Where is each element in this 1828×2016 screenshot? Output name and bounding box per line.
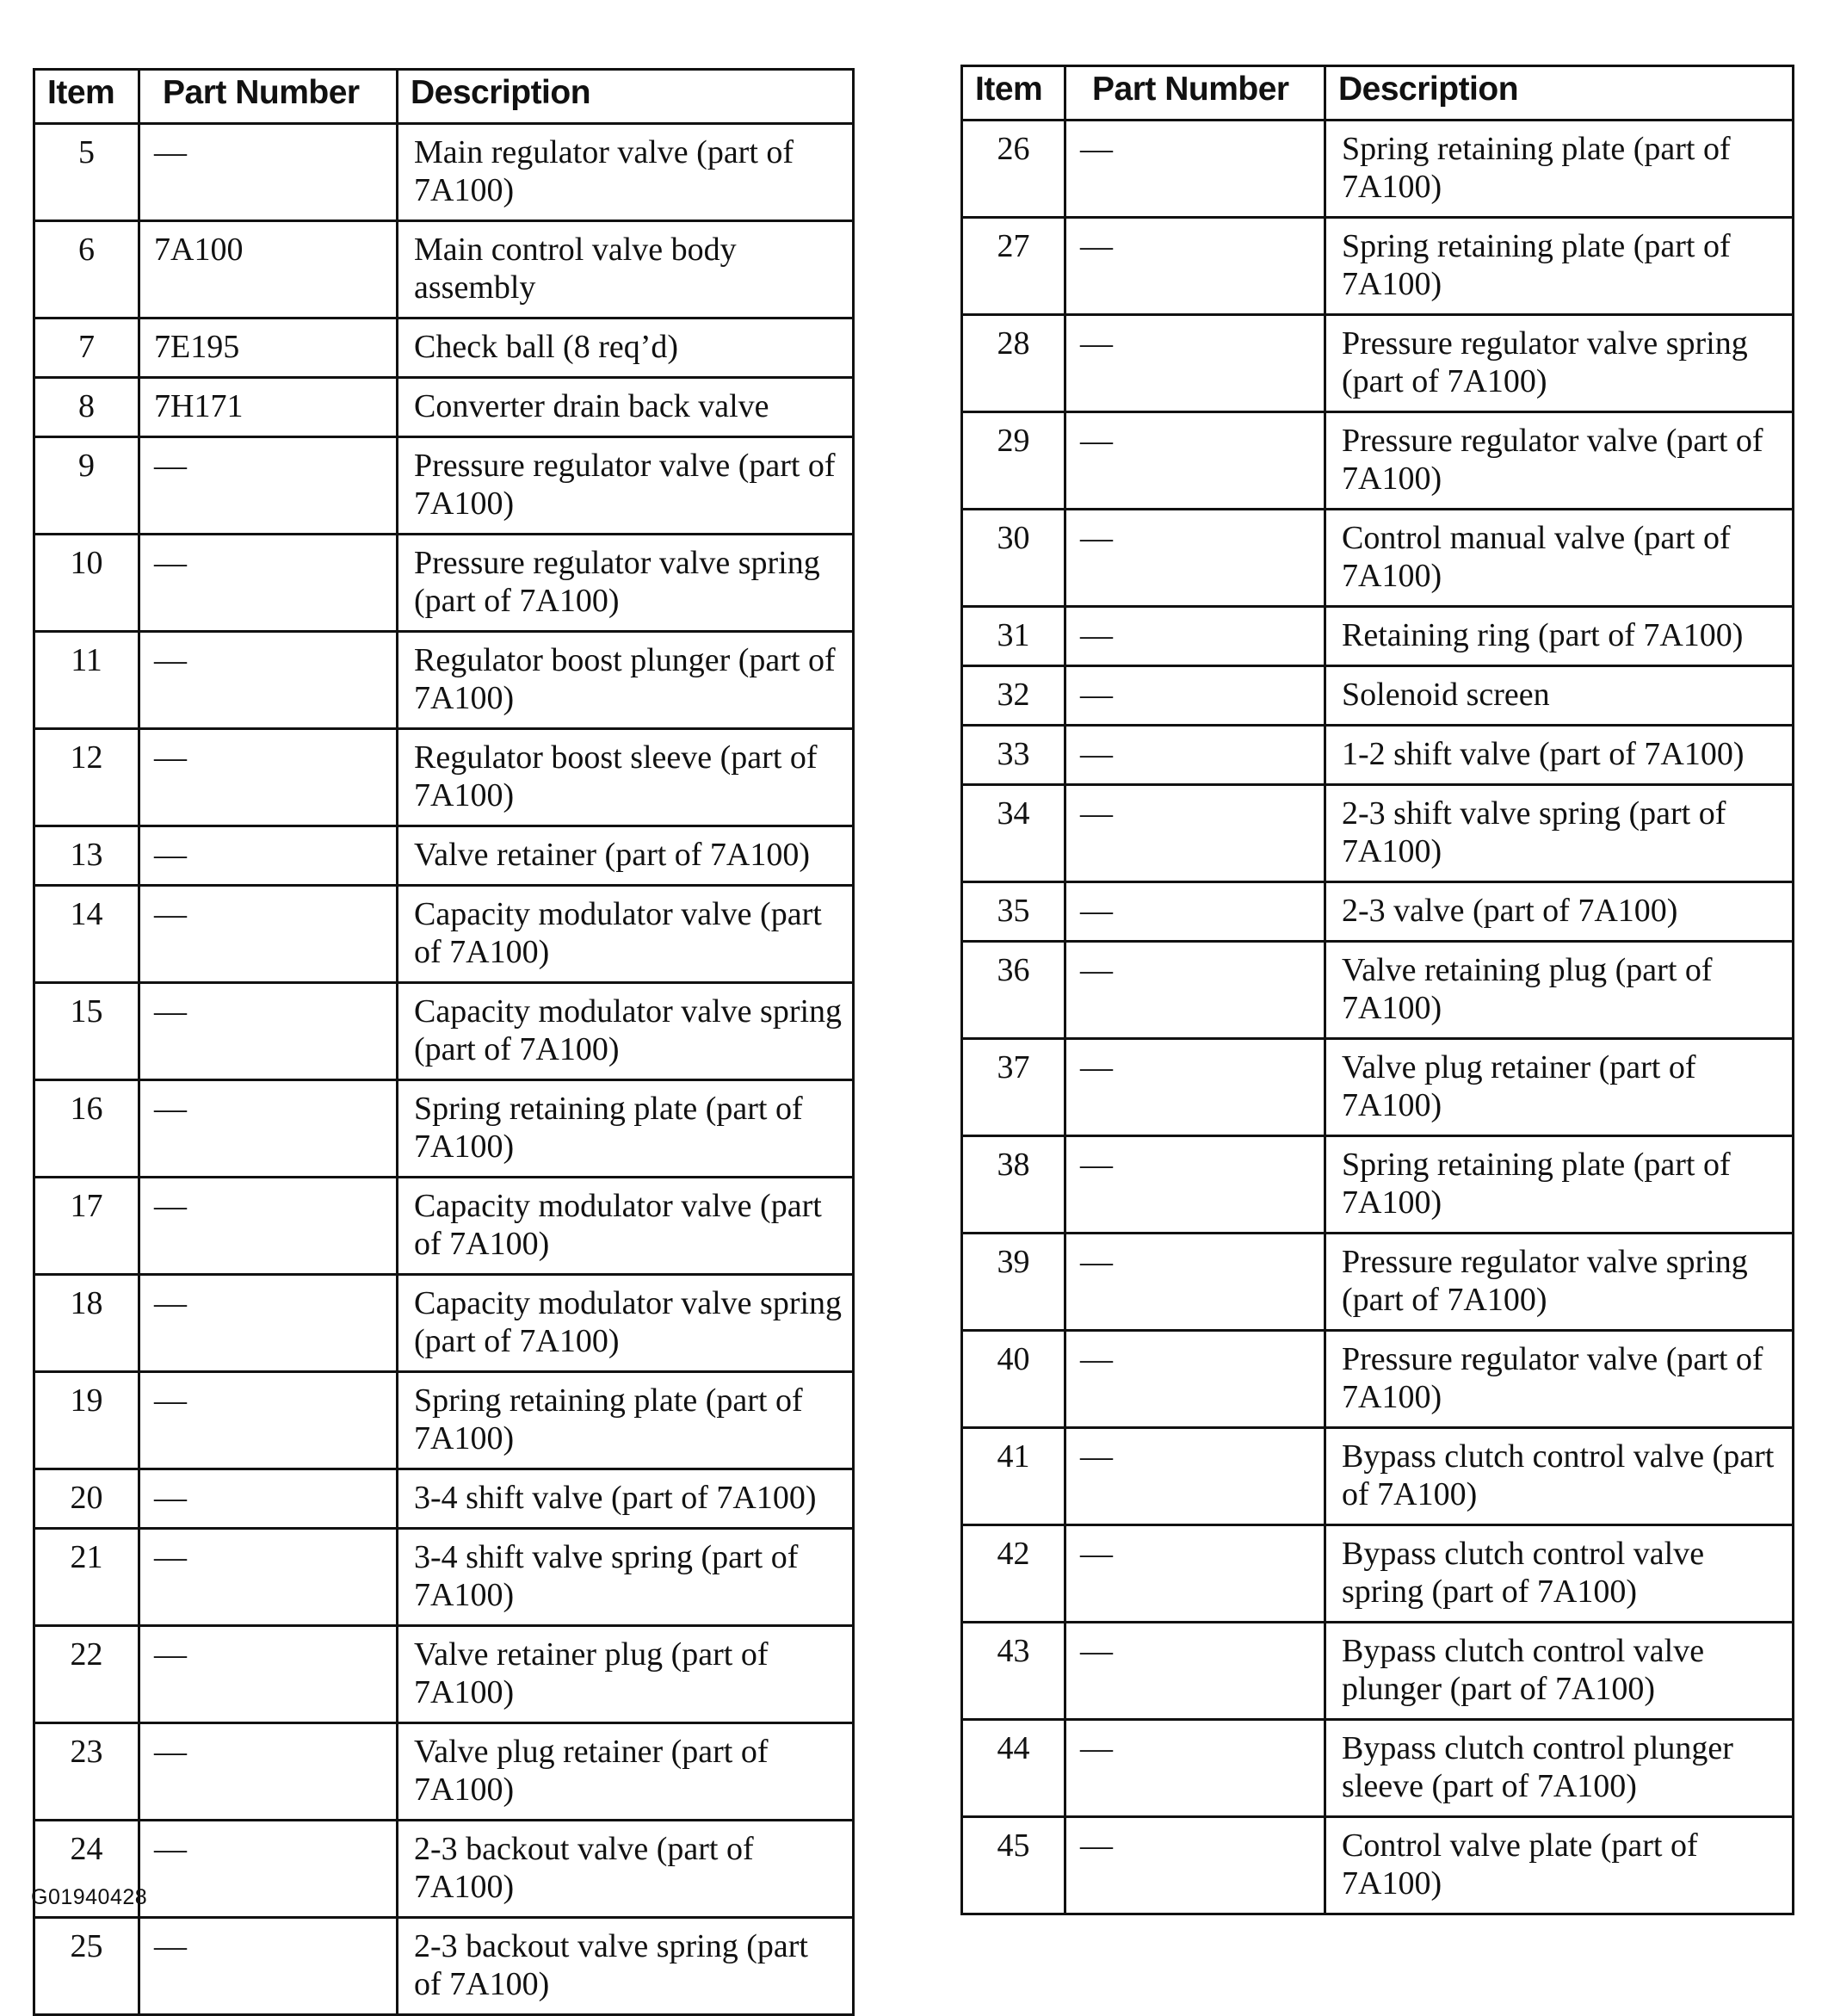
part-number-cell: — (1065, 1234, 1325, 1331)
table-row (962, 218, 1794, 315)
item-cell: 25 (34, 1918, 139, 2015)
part-number-cell: — (1065, 1623, 1325, 1720)
item-cell: 30 (962, 510, 1065, 607)
item-cell: 31 (962, 607, 1065, 666)
parts-table-left (33, 68, 855, 2016)
table-header-row (962, 66, 1794, 121)
part-number-cell: — (139, 826, 398, 886)
description-cell: Capacity modulator valve (part of 7A100) (398, 886, 854, 983)
table-row (962, 942, 1794, 1039)
description-cell: Pressure regulator valve (part of 7A100) (1325, 412, 1794, 510)
part-number-cell: — (1065, 510, 1325, 607)
description-cell: Spring retaining plate (part of 7A100) (1325, 218, 1794, 315)
description-cell: 3-4 shift valve spring (part of 7A100) (398, 1529, 854, 1626)
description-cell: Bypass clutch control valve (part of 7A100) (1325, 1428, 1794, 1525)
table-row (962, 1136, 1794, 1234)
table-row (34, 983, 854, 1080)
table-row (34, 535, 854, 632)
description-cell: Valve plug retainer (part of 7A100) (398, 1723, 854, 1821)
part-number-cell: — (139, 1080, 398, 1178)
item-cell: 44 (962, 1720, 1065, 1817)
table-row (34, 1469, 854, 1529)
part-number-cell: — (1065, 882, 1325, 942)
description-cell: Pressure regulator valve (part of 7A100) (398, 437, 854, 535)
part-number-cell: — (139, 124, 398, 221)
table-row (34, 437, 854, 535)
part-number-cell: — (1065, 218, 1325, 315)
part-number-cell: — (1065, 1720, 1325, 1817)
part-number-cell: — (139, 886, 398, 983)
table-row (962, 1525, 1794, 1623)
column-header-item: Item (34, 70, 139, 124)
table-row (962, 882, 1794, 942)
description-cell: Capacity modulator valve spring (part of 7A100) (398, 983, 854, 1080)
description-cell: 2-3 valve (part of 7A100) (1325, 882, 1794, 942)
item-cell: 36 (962, 942, 1065, 1039)
item-cell: 43 (962, 1623, 1065, 1720)
item-cell: 6 (34, 221, 139, 318)
table-row (34, 221, 854, 318)
part-number-cell: — (1065, 315, 1325, 412)
description-cell: Regulator boost plunger (part of 7A100) (398, 632, 854, 729)
item-cell: 32 (962, 666, 1065, 726)
description-cell: Bypass clutch control valve plunger (part of 7A100) (1325, 1623, 1794, 1720)
item-cell: 17 (34, 1178, 139, 1275)
item-cell: 42 (962, 1525, 1065, 1623)
part-number-cell: — (139, 983, 398, 1080)
table-row (34, 318, 854, 378)
item-cell: 21 (34, 1529, 139, 1626)
table-row (962, 666, 1794, 726)
description-cell: Main regulator valve (part of 7A100) (398, 124, 854, 221)
column-header-part-number: Part Number (1065, 66, 1325, 121)
description-cell: Solenoid screen (1325, 666, 1794, 726)
table-row (962, 726, 1794, 785)
description-cell: Pressure regulator valve spring (part of 7A100) (398, 535, 854, 632)
column-header-item: Item (962, 66, 1065, 121)
part-number-cell: — (1065, 1136, 1325, 1234)
part-number-cell: — (1065, 1817, 1325, 1914)
table-row (34, 1918, 854, 2015)
description-cell: Converter drain back valve (398, 378, 854, 437)
description-cell: 2-3 backout valve spring (part of 7A100) (398, 1918, 854, 2015)
part-number-cell: — (1065, 1331, 1325, 1428)
column-header-description: Description (1325, 66, 1794, 121)
table-row (34, 1080, 854, 1178)
part-number-cell: — (1065, 666, 1325, 726)
description-cell: Valve retaining plug (part of 7A100) (1325, 942, 1794, 1039)
description-cell: Capacity modulator valve spring (part of 7A100) (398, 1275, 854, 1372)
table-row (962, 1817, 1794, 1914)
description-cell: 2-3 backout valve (part of 7A100) (398, 1821, 854, 1918)
part-number-cell: — (139, 1275, 398, 1372)
part-number-cell: — (1065, 412, 1325, 510)
table-row (34, 1372, 854, 1469)
description-cell: Spring retaining plate (part of 7A100) (398, 1080, 854, 1178)
part-number-cell: — (139, 1469, 398, 1529)
table-row (962, 510, 1794, 607)
part-number-cell: — (139, 1821, 398, 1918)
part-number-cell: — (1065, 726, 1325, 785)
table-row (962, 412, 1794, 510)
description-cell: Bypass clutch control valve spring (part of 7A100) (1325, 1525, 1794, 1623)
item-cell: 22 (34, 1626, 139, 1723)
part-number-cell: — (139, 1178, 398, 1275)
part-number-cell: — (139, 1723, 398, 1821)
item-cell: 7 (34, 318, 139, 378)
table-row (34, 1821, 854, 1918)
item-cell: 26 (962, 121, 1065, 218)
part-number-cell: — (139, 1372, 398, 1469)
description-cell: Capacity modulator valve (part of 7A100) (398, 1178, 854, 1275)
table-row (962, 1720, 1794, 1817)
figure-id-label: G01940428 (31, 1885, 148, 1909)
part-number-cell: 7A100 (139, 221, 398, 318)
table-row (962, 1331, 1794, 1428)
table-row (34, 1275, 854, 1372)
item-cell: 40 (962, 1331, 1065, 1428)
item-cell: 27 (962, 218, 1065, 315)
item-cell: 12 (34, 729, 139, 826)
item-cell: 8 (34, 378, 139, 437)
table-row (34, 1529, 854, 1626)
part-number-cell: — (139, 1918, 398, 2015)
description-cell: Spring retaining plate (part of 7A100) (398, 1372, 854, 1469)
item-cell: 28 (962, 315, 1065, 412)
part-number-cell: — (139, 437, 398, 535)
table-row (34, 124, 854, 221)
item-cell: 20 (34, 1469, 139, 1529)
item-cell: 23 (34, 1723, 139, 1821)
part-number-cell: — (139, 729, 398, 826)
description-cell: 2-3 shift valve spring (part of 7A100) (1325, 785, 1794, 882)
table-row (962, 121, 1794, 218)
table-row (962, 315, 1794, 412)
description-cell: Pressure regulator valve spring (part of 7A100) (1325, 1234, 1794, 1331)
description-cell: Retaining ring (part of 7A100) (1325, 607, 1794, 666)
description-cell: Spring retaining plate (part of 7A100) (1325, 121, 1794, 218)
part-number-cell: — (1065, 1428, 1325, 1525)
column-header-description: Description (398, 70, 854, 124)
item-cell: 11 (34, 632, 139, 729)
description-cell: Valve retainer (part of 7A100) (398, 826, 854, 886)
item-cell: 41 (962, 1428, 1065, 1525)
description-cell: Pressure regulator valve spring (part of 7A100) (1325, 315, 1794, 412)
table-row (962, 1039, 1794, 1136)
description-cell: Valve retainer plug (part of 7A100) (398, 1626, 854, 1723)
table-row (34, 1723, 854, 1821)
description-cell: 1-2 shift valve (part of 7A100) (1325, 726, 1794, 785)
item-cell: 5 (34, 124, 139, 221)
table-row (962, 1428, 1794, 1525)
item-cell: 19 (34, 1372, 139, 1469)
part-number-cell: — (1065, 1525, 1325, 1623)
description-cell: Bypass clutch control plunger sleeve (part of 7A100) (1325, 1720, 1794, 1817)
description-cell: Control manual valve (part of 7A100) (1325, 510, 1794, 607)
table-row (34, 632, 854, 729)
part-number-cell: — (1065, 785, 1325, 882)
description-cell: Main control valve body assembly (398, 221, 854, 318)
table-row (34, 886, 854, 983)
table-header-row (34, 70, 854, 124)
description-cell: Control valve plate (part of 7A100) (1325, 1817, 1794, 1914)
item-cell: 13 (34, 826, 139, 886)
description-cell: Pressure regulator valve (part of 7A100) (1325, 1331, 1794, 1428)
table-row (962, 1623, 1794, 1720)
description-cell: Check ball (8 req’d) (398, 318, 854, 378)
part-number-cell: — (1065, 121, 1325, 218)
item-cell: 16 (34, 1080, 139, 1178)
item-cell: 38 (962, 1136, 1065, 1234)
part-number-cell: — (1065, 1039, 1325, 1136)
part-number-cell: 7H171 (139, 378, 398, 437)
item-cell: 15 (34, 983, 139, 1080)
description-cell: 3-4 shift valve (part of 7A100) (398, 1469, 854, 1529)
item-cell: 37 (962, 1039, 1065, 1136)
part-number-cell: — (139, 632, 398, 729)
part-number-cell: — (1065, 942, 1325, 1039)
table-row (34, 729, 854, 826)
table-row (34, 1178, 854, 1275)
table-row (34, 826, 854, 886)
item-cell: 24 (34, 1821, 139, 1918)
item-cell: 29 (962, 412, 1065, 510)
table-row (34, 378, 854, 437)
parts-table-right (960, 65, 1794, 1915)
item-cell: 45 (962, 1817, 1065, 1914)
part-number-cell: — (139, 535, 398, 632)
part-number-cell: — (139, 1626, 398, 1723)
item-cell: 10 (34, 535, 139, 632)
item-cell: 39 (962, 1234, 1065, 1331)
item-cell: 34 (962, 785, 1065, 882)
item-cell: 33 (962, 726, 1065, 785)
description-cell: Spring retaining plate (part of 7A100) (1325, 1136, 1794, 1234)
item-cell: 18 (34, 1275, 139, 1372)
item-cell: 14 (34, 886, 139, 983)
table-row (962, 785, 1794, 882)
item-cell: 9 (34, 437, 139, 535)
part-number-cell: — (139, 1529, 398, 1626)
table-row (34, 1626, 854, 1723)
table-row (962, 1234, 1794, 1331)
description-cell: Regulator boost sleeve (part of 7A100) (398, 729, 854, 826)
part-number-cell: — (1065, 607, 1325, 666)
part-number-cell: 7E195 (139, 318, 398, 378)
column-header-part-number: Part Number (139, 70, 398, 124)
description-cell: Valve plug retainer (part of 7A100) (1325, 1039, 1794, 1136)
item-cell: 35 (962, 882, 1065, 942)
table-row (962, 607, 1794, 666)
